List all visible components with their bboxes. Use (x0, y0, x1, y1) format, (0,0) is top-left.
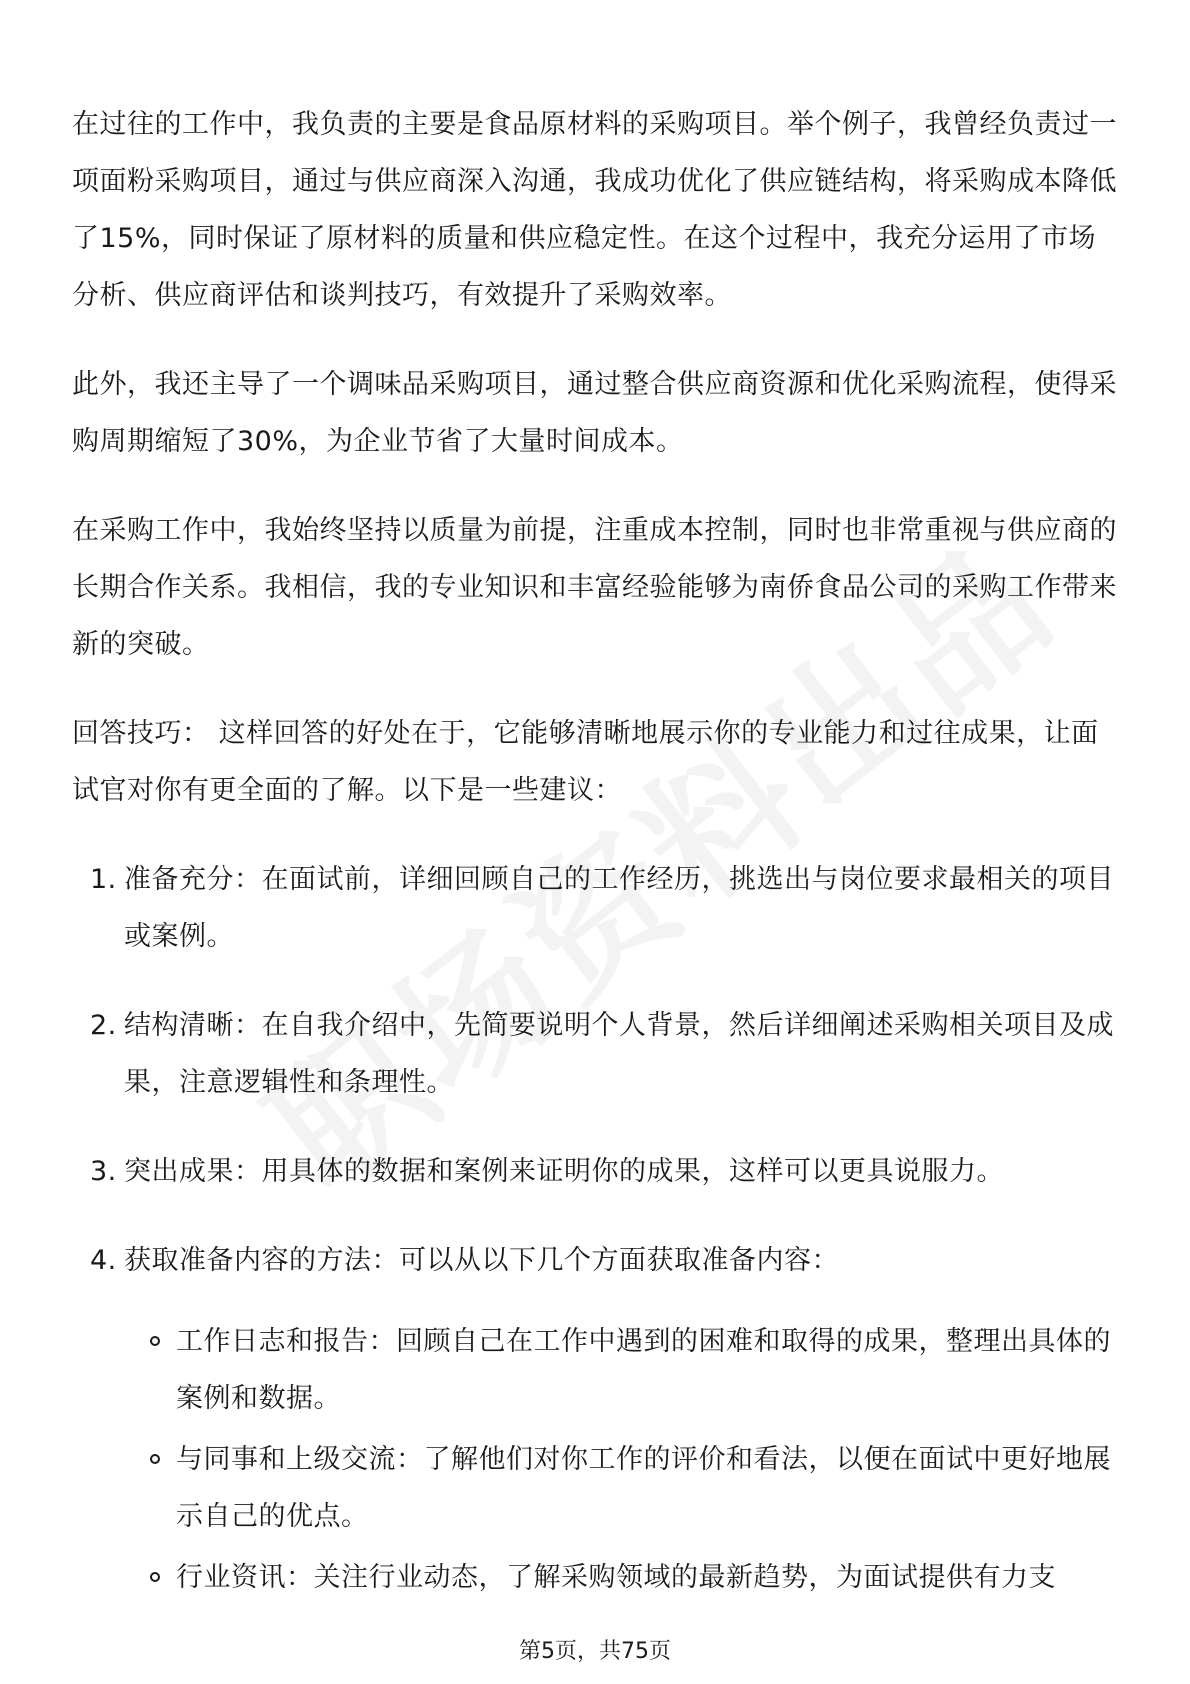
circle-bullet-icon (150, 1454, 160, 1464)
sublist-item-text: 工作日志和报告：回顾自己在工作中遇到的困难和取得的成果，整理出具体的案例和数据。 (176, 1326, 1111, 1414)
paragraph-principles: 在采购工作中，我始终坚持以质量为前提，注重成本控制，同时也非常重视与供应商的长期合作关系。我相信，我的专业知识和丰富经验能够为南侨食品公司的采购工作带来新的突破。 (72, 515, 1117, 660)
list-number: 2. (90, 1010, 117, 1041)
sources-sublist (124, 1313, 1118, 1606)
list-item-text: 准备充分：在面试前，详细回顾自己的工作经历，挑选出与岗位要求最相关的项目或案例。 (124, 864, 1114, 952)
paragraph-experience: 在过往的工作中，我负责的主要是食品原材料的采购项目。举个例子，我曾经负责过一项面粉采购项目，通过与供应商深入沟通，我成功优化了供应链结构，将采购成本降低了15%，同时保证了原材料的质量和供应稳定性。在这个过程中，我充分运用了市场分析、供应商评估和谈判技巧，有效提升了采购效率。 (72, 109, 1117, 311)
sublist-item (124, 1549, 1118, 1606)
list-item-text: 突出成果：用具体的数据和案例来证明你的成果，这样可以更具说服力。 (124, 1156, 1004, 1187)
sublist-item (124, 1313, 1118, 1427)
list-item (72, 1143, 1118, 1200)
sublist-item (124, 1431, 1118, 1545)
advice-list (72, 851, 1118, 1606)
sublist-item-text: 与同事和上级交流：了解他们对你工作的评价和看法，以便在面试中更好地展示自己的优点。 (176, 1444, 1111, 1532)
list-number: 4. (90, 1245, 117, 1276)
circle-bullet-icon (150, 1336, 160, 1346)
list-item-text: 结构清晰：在自我介绍中，先简要说明个人背景，然后详细阐述采购相关项目及成果，注意逻辑性和条理性。 (124, 1010, 1114, 1098)
sublist-item-text: 行业资讯：关注行业动态，了解采购领域的最新趋势，为面试提供有力支 (176, 1562, 1056, 1593)
list-number: 3. (90, 1156, 117, 1187)
paragraph-answer-tips: 回答技巧： 这样回答的好处在于，它能够清晰地展示你的专业能力和过往成果，让面试官对你有更全面的了解。以下是一些建议： (72, 718, 1099, 806)
list-item-text: 获取准备内容的方法：可以从以下几个方面获取准备内容： (124, 1245, 839, 1276)
paragraph-seasoning-project: 此外，我还主导了一个调味品采购项目，通过整合供应商资源和优化采购流程，使得采购周期缩短了30%，为企业节省了大量时间成本。 (72, 369, 1117, 457)
list-item (72, 851, 1118, 965)
list-number: 1. (90, 864, 117, 895)
circle-bullet-icon (150, 1572, 160, 1582)
list-item (72, 997, 1118, 1111)
list-item (72, 1232, 1118, 1606)
document-page (72, 96, 1118, 1638)
page-footer: 第5页，共75页 (519, 1639, 671, 1664)
